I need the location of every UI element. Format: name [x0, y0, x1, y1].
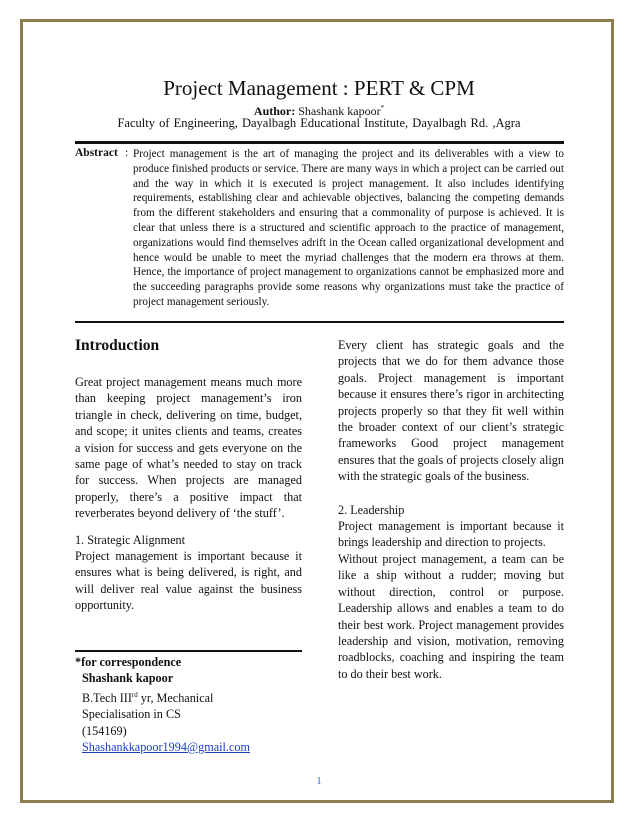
correspondence-specialisation: Specialisation in CS — [82, 707, 181, 722]
left-column — [75, 336, 302, 614]
degree-prefix: B.Tech III — [82, 690, 132, 705]
introduction-heading: Introduction — [75, 337, 160, 354]
author-mark: * — [380, 104, 385, 112]
right-column — [338, 337, 564, 682]
degree-suffix: yr, Mechanical — [137, 690, 214, 705]
correspondence-rule — [75, 650, 302, 652]
author-label: Author: — [253, 104, 296, 118]
affiliation: Faculty of Engineering, Dayalbagh Educational Institute, Dayalbagh Rd. ,Agra — [117, 116, 521, 130]
correspondence-degree — [75, 687, 302, 706]
abstract-text: Project management is the art of managing the project and its deliverables with a view to produce finished products or service. There are many ways in which a project can be carried out and the way in which it is executed is project management. It also includes identifying requirements, establishing clear and achievable objectives, balancing the competing demands from the different stakeholders and ensuring that a commonality of purpose is achieved. It is clear that unless there is a structured and scientific approach to the practice of management, organizations would find themselves adrift in the Ocean called organizational development and hence would be unable to meet the myriad challenges that the modern era throws at them. Hence, the importance of project management to organizations cannot be emphasized more and the succeeding paragraphs provide some reasons why organizations must take the practice of project management seriously. — [133, 148, 564, 308]
abstract-label: Abstract — [75, 147, 118, 159]
strategic-alignment-paragraph: Project management is important because it ensures what is being delivered, is right, and will deliver real value against the business opportunity. — [75, 549, 302, 613]
leadership-paragraph-2: Without project management, a team can be like a ship without a rudder; moving but without direction, control or purpose. Leadership allows and enables a team to do their best work. Project management provides leadership and vision, motivation, removing roadblocks, coaching and inspiring the team to do their best work. — [338, 551, 564, 681]
page-number: 1 — [316, 776, 322, 787]
correspondence-name: Shashank kapoor — [82, 671, 174, 686]
section-title-leadership: 2. Leadership — [338, 502, 405, 517]
abstract-separator: : — [125, 147, 129, 159]
section-title-strategic-alignment: 1. Strategic Alignment — [75, 532, 186, 547]
strategic-goals-paragraph: Every client has strategic goals and the projects that we do for them advance those goals. Project management is important because it ensures there’s rigor in architecting projects properly so that they fit well within the broader context of our client’s strategic frameworks Good project management ensures that the goals of projects closely align with the strategic goals of the business. — [338, 338, 564, 484]
correspondence-label: *for correspondence — [75, 655, 182, 669]
paper-title: Project Management : PERT & CPM — [163, 76, 475, 100]
abstract-top-rule — [75, 141, 564, 144]
author-name: Shashank kapoor — [298, 104, 381, 118]
correspondence-block — [75, 654, 302, 756]
abstract-bottom-rule — [75, 321, 564, 323]
degree-superscript: rd — [131, 690, 138, 699]
leadership-paragraph-1: Project management is important because it brings leadership and direction to projects. — [338, 519, 564, 550]
correspondence-email-link[interactable]: Shashankkapoor1994@gmail.com — [82, 740, 250, 755]
correspondence-id: (154169) — [82, 723, 127, 738]
intro-paragraph: Great project management means much more than keeping project management’s iron triangle in check, delivering on time, budget, and scope; it unites clients and teams, creates a vision for success and gets everyone on the same page of what’s needed to stay on track for success. When projects are managed properly, there’s a positive impact that reverberates beyond delivery of ‘the stuff’. — [75, 375, 302, 521]
